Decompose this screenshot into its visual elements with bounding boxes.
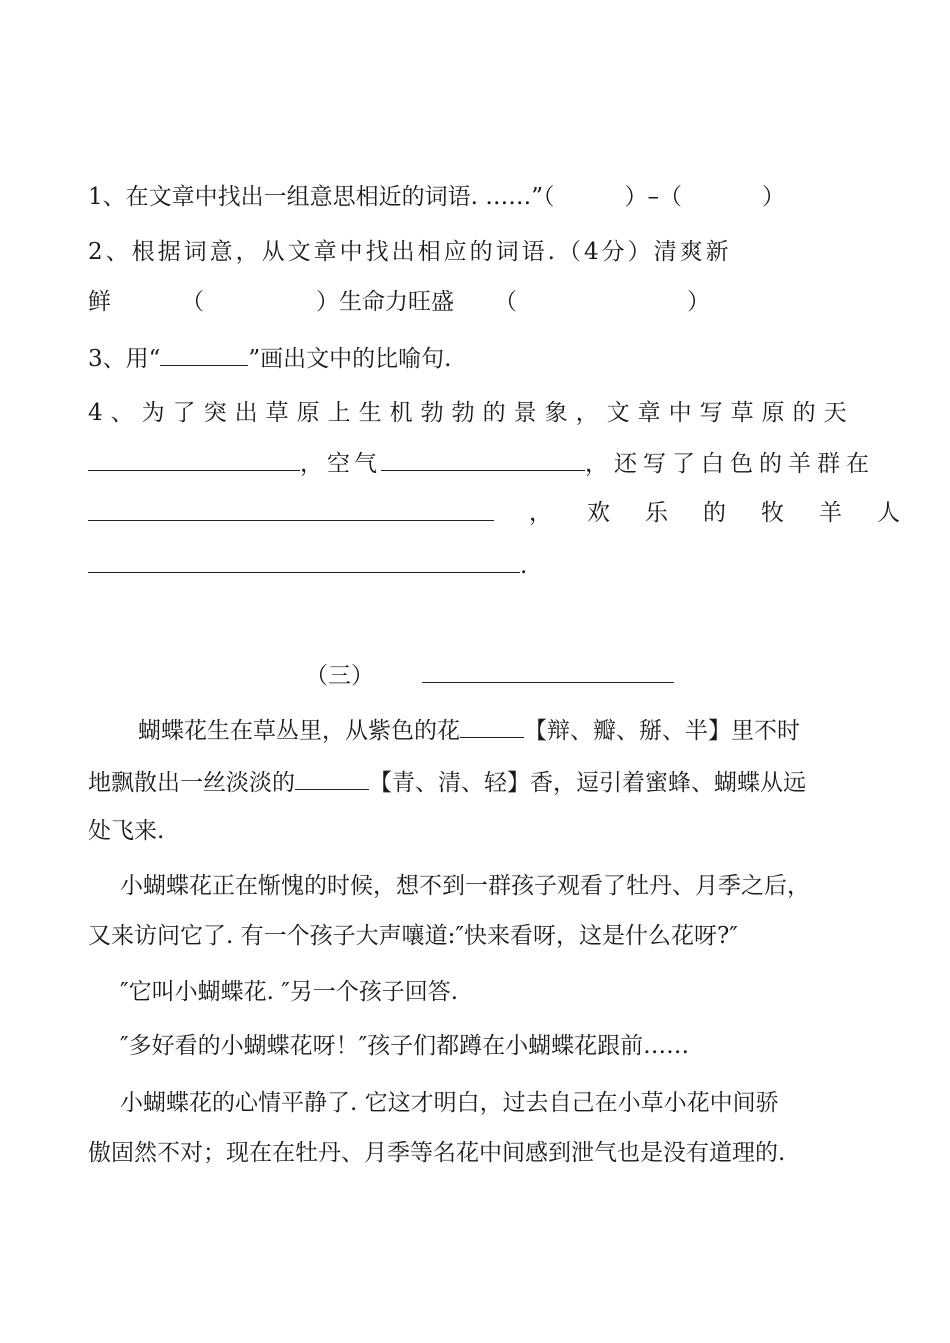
- question-1-end: ）: [762, 184, 786, 210]
- question-4-line-4: [88, 550, 527, 581]
- question-1-mid: ）–（: [624, 184, 683, 210]
- passage-p1-line-1-a: 蝴蝶花生在草丛里，从紫色的花: [138, 718, 460, 744]
- question-4-char-1: 欢: [587, 500, 610, 526]
- passage-p5-line-1: 小蝴蝶花的心情平静了. 它这才明白，过去自己在小草小花中间骄: [120, 1090, 779, 1116]
- question-2-line-2: [88, 287, 710, 317]
- question-4-sheep: ，还写了白色的羊群在: [585, 451, 875, 477]
- question-4-line-1: 4、为了突出草原上生机勃勃的景象，文章中写草原的天: [88, 400, 855, 426]
- question-3-start: 3、用“: [88, 346, 161, 372]
- passage-blank-fragrance[interactable]: [295, 767, 369, 790]
- question-2-paren-close-1: ）生命力旺盛: [316, 289, 454, 315]
- question-4-char-5: 羊: [819, 500, 842, 526]
- question-3-end: ”画出文中的比喻句.: [248, 346, 452, 372]
- question-4-end: .: [520, 553, 528, 579]
- passage-p1-line-1: [138, 715, 800, 746]
- question-3-blank[interactable]: [160, 343, 248, 366]
- section-3-heading: [305, 660, 674, 691]
- question-4-char-6: 人: [877, 500, 900, 526]
- question-4-char-3: 的: [703, 500, 726, 526]
- passage-p2-line-2: 又来访问它了. 有一个孩子大声嚷道:″快来看呀，这是什么花呀?″: [88, 923, 738, 949]
- question-4-blank-sky[interactable]: [88, 448, 300, 471]
- passage-p5-line-2: 傲固然不对；现在在牡丹、月季等名花中间感到泄气也是没有道理的.: [88, 1140, 786, 1166]
- question-4-line-3: [88, 498, 900, 528]
- section-3-label: （三）: [305, 663, 374, 689]
- question-4-air: ，空气: [300, 451, 381, 477]
- question-2-paren-open-2: （: [494, 289, 517, 315]
- passage-p1-line-3: 处飞来.: [88, 818, 165, 844]
- question-2-paren-close-2: ）: [687, 289, 710, 315]
- question-2-word-end: 鲜: [88, 289, 111, 315]
- passage-p1-line-2: [88, 767, 806, 798]
- question-1-text: 1、在文章中找出一组意思相近的词语. ……”（: [88, 184, 555, 210]
- question-1: [88, 182, 785, 212]
- question-4-char-2: 乐: [645, 500, 668, 526]
- question-2-line-1: 2、根据词意，从文章中找出相应的词语.（4分）清爽新: [88, 239, 732, 265]
- question-4-char-4: 牧: [761, 500, 784, 526]
- passage-p1-line-2-b: 【青、清、轻】香，逗引着蜜蜂、蝴蝶从远: [369, 770, 806, 796]
- passage-p3: ″它叫小蝴蝶花. ″另一个孩子回答.: [120, 979, 459, 1005]
- question-4-comma: ，: [529, 500, 552, 526]
- question-4-blank-air[interactable]: [381, 448, 585, 471]
- passage-p1-line-1-b: 【辩、瓣、掰、半】里不时: [524, 718, 800, 744]
- question-4-blank-shepherd[interactable]: [88, 550, 520, 573]
- question-3: [88, 343, 451, 374]
- passage-p2-line-1: 小蝴蝶花正在惭愧的时候，想不到一群孩子观看了牡丹、月季之后，: [120, 873, 810, 899]
- passage-p4: ″多好看的小蝴蝶花呀！″孩子们都蹲在小蝴蝶花跟前……: [120, 1033, 690, 1059]
- question-4-line-2: [88, 448, 875, 479]
- passage-p1-line-2-a: 地飘散出一丝淡淡的: [88, 770, 295, 796]
- passage-blank-petal[interactable]: [460, 715, 524, 738]
- section-3-title-blank[interactable]: [422, 660, 674, 683]
- question-4-blank-sheep[interactable]: [88, 498, 494, 521]
- question-2-paren-open-1: （: [181, 289, 204, 315]
